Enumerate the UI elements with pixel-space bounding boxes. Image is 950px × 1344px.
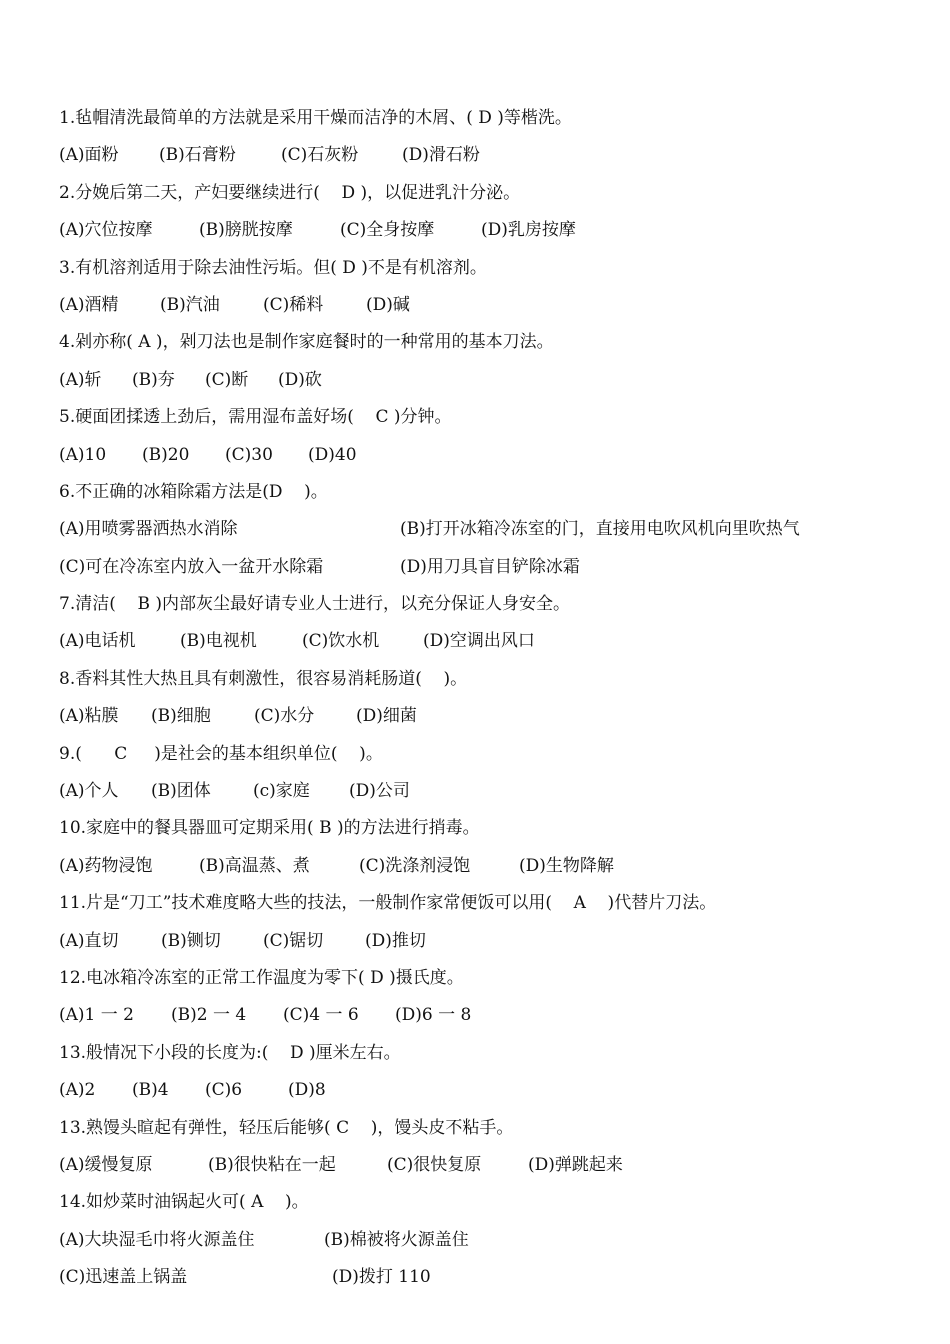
answer-option: (D)乳房按摩 xyxy=(481,220,576,241)
answer-option: (B)铡切 xyxy=(161,930,221,951)
answer-option: (A)缓慢复原 xyxy=(59,1154,153,1175)
answer-options xyxy=(59,851,939,888)
answer-options xyxy=(59,1075,939,1112)
answer-option: (C)稀料 xyxy=(263,294,324,315)
answer-option: (c)家庭 xyxy=(253,781,310,802)
answer-option: (B)高温蒸、煮 xyxy=(199,855,310,876)
answer-option: (D)公司 xyxy=(349,781,410,802)
answer-options xyxy=(59,776,939,813)
answer-option: (A)斩 xyxy=(59,369,102,390)
answer-option: (A)1 一 2 xyxy=(59,1005,134,1026)
answer-option: (C)饮水机 xyxy=(302,631,380,652)
answer-option: (C)水分 xyxy=(254,706,315,727)
answer-option: (D)拨打 110 xyxy=(332,1267,431,1288)
answer-option: (C)断 xyxy=(205,369,249,390)
answer-option: (D)碱 xyxy=(366,294,410,315)
answer-option: (C)全身按摩 xyxy=(340,220,435,241)
answer-option: (B)石膏粉 xyxy=(159,145,236,166)
question-stem: 13.熟馒头暄起有弹性，轻压后能够( C )，馒头皮不粘手。 xyxy=(59,1117,514,1138)
answer-options xyxy=(59,701,939,738)
answer-option: (A)药物浸饱 xyxy=(59,855,153,876)
answer-options xyxy=(59,365,939,402)
answer-option: (C)很快复原 xyxy=(387,1154,482,1175)
question-stem: 6.不正确的冰箱除霜方法是(D )。 xyxy=(59,481,328,502)
answer-option: (C)6 xyxy=(205,1080,243,1101)
answer-option: (A)穴位按摩 xyxy=(59,220,153,241)
answer-option: (A)大块湿毛巾将火源盖住 xyxy=(59,1229,255,1250)
question-stem: 5.硬面团揉透上劲后，需用湿布盖好场( C )分钟。 xyxy=(59,407,452,428)
question-stem: 7.清洁( B )内部灰尘最好请专业人士进行，以充分保证人身安全。 xyxy=(59,594,570,615)
answer-option: (B)汽油 xyxy=(160,294,220,315)
answer-option: (B)膀胱按摩 xyxy=(199,220,293,241)
question-stem: 3.有机溶剂适用于除去油性污垢。但( D )不是有机溶剂。 xyxy=(59,257,487,278)
answer-option: (B)夯 xyxy=(132,369,175,390)
answer-options xyxy=(59,215,939,252)
question-stem: 13.般情况下小段的长度为:( D )厘米左右。 xyxy=(59,1042,401,1063)
answer-options xyxy=(59,626,939,663)
answer-option: (A)10 xyxy=(59,444,107,465)
answer-option: (A)电话机 xyxy=(59,631,136,652)
answer-option: (D)8 xyxy=(288,1080,326,1101)
answer-option: (B)4 xyxy=(132,1080,169,1101)
answer-option: (B)电视机 xyxy=(180,631,257,652)
answer-option: (C)4 一 6 xyxy=(283,1005,359,1026)
question-stem: 8.香料其性大热且具有刺激性，很容易消耗肠道( )。 xyxy=(59,668,468,689)
answer-option: (B)20 xyxy=(142,444,190,465)
answer-option: (A)个人 xyxy=(59,781,119,802)
answer-option: (D)生物降解 xyxy=(519,855,614,876)
answer-option: (D)40 xyxy=(308,444,357,465)
answer-option: (D)砍 xyxy=(278,369,322,390)
question-stem: 9.( C )是社会的基本组织单位( )。 xyxy=(59,743,383,764)
answer-options xyxy=(59,290,939,327)
answer-option: (D)空调出风口 xyxy=(423,631,535,652)
answer-option: (D)弹跳起来 xyxy=(528,1154,623,1175)
answer-option: (D)6 一 8 xyxy=(395,1005,472,1026)
answer-option: (D)用刀具盲目铲除冰霜 xyxy=(400,556,580,577)
answer-option: (C)可在冷冻室内放入一盆开水除霜 xyxy=(59,556,324,577)
answer-option: (A)直切 xyxy=(59,930,119,951)
answer-option: (D)细菌 xyxy=(356,706,417,727)
answer-options xyxy=(59,926,939,963)
answer-option: (B)2 一 4 xyxy=(171,1005,247,1026)
answer-option: (B)打开冰箱冷冻室的门，直接用电吹风机向里吹热气 xyxy=(400,519,800,540)
question-stem: 10.家庭中的餐具器皿可定期采用( B )的方法进行捎毒。 xyxy=(59,818,480,839)
answer-option: (C)迅速盖上锅盖 xyxy=(59,1267,188,1288)
answer-options xyxy=(59,1000,939,1037)
answer-option: (C)洗涤剂浸饱 xyxy=(359,855,471,876)
question-stem: 1.毡帽清洗最简单的方法就是采用干燥而洁净的木屑、( D )等楷洗。 xyxy=(59,108,572,128)
answer-option: (C)石灰粉 xyxy=(281,145,359,166)
question-stem: 4.剁亦称( A )，剁刀法也是制作家庭餐时的一种常用的基本刀法。 xyxy=(59,332,554,353)
answer-option: (B)棉被将火源盖住 xyxy=(324,1229,469,1250)
exam-document xyxy=(59,103,939,1300)
question-stem: 14.如炒菜时油锅起火可( A )。 xyxy=(59,1192,309,1213)
answer-option: (D)滑石粉 xyxy=(402,145,480,166)
answer-option: (A)用喷雾器洒热水消除 xyxy=(59,519,238,540)
answer-option: (A)2 xyxy=(59,1080,96,1101)
answer-option: (A)酒精 xyxy=(59,294,119,315)
answer-options xyxy=(59,140,939,177)
answer-option: (D)推切 xyxy=(365,930,426,951)
answer-option: (A)面粉 xyxy=(59,145,119,166)
answer-option: (B)细胞 xyxy=(151,706,211,727)
answer-option: (C)30 xyxy=(225,444,273,465)
answer-option: (C)锯切 xyxy=(263,930,324,951)
answer-options xyxy=(59,440,939,477)
question-stem: 12.电冰箱冷冻室的正常工作温度为零下( D )摄氏度。 xyxy=(59,967,464,988)
answer-options xyxy=(59,1225,939,1262)
answer-option: (B)团体 xyxy=(151,781,211,802)
answer-option: (B)很快粘在一起 xyxy=(208,1154,336,1175)
answer-options xyxy=(59,514,939,551)
answer-options xyxy=(59,1262,939,1299)
question-stem: 2.分娩后第二天，产妇要继续进行( D )，以促进乳汁分泌。 xyxy=(59,182,521,203)
question-stem: 11.片是“刀工”技术难度略大些的技法，一般制作家常便饭可以用( A )代替片刀法。 xyxy=(59,893,717,914)
answer-options xyxy=(59,552,939,589)
answer-option: (A)粘膜 xyxy=(59,706,119,727)
answer-options xyxy=(59,1150,939,1187)
